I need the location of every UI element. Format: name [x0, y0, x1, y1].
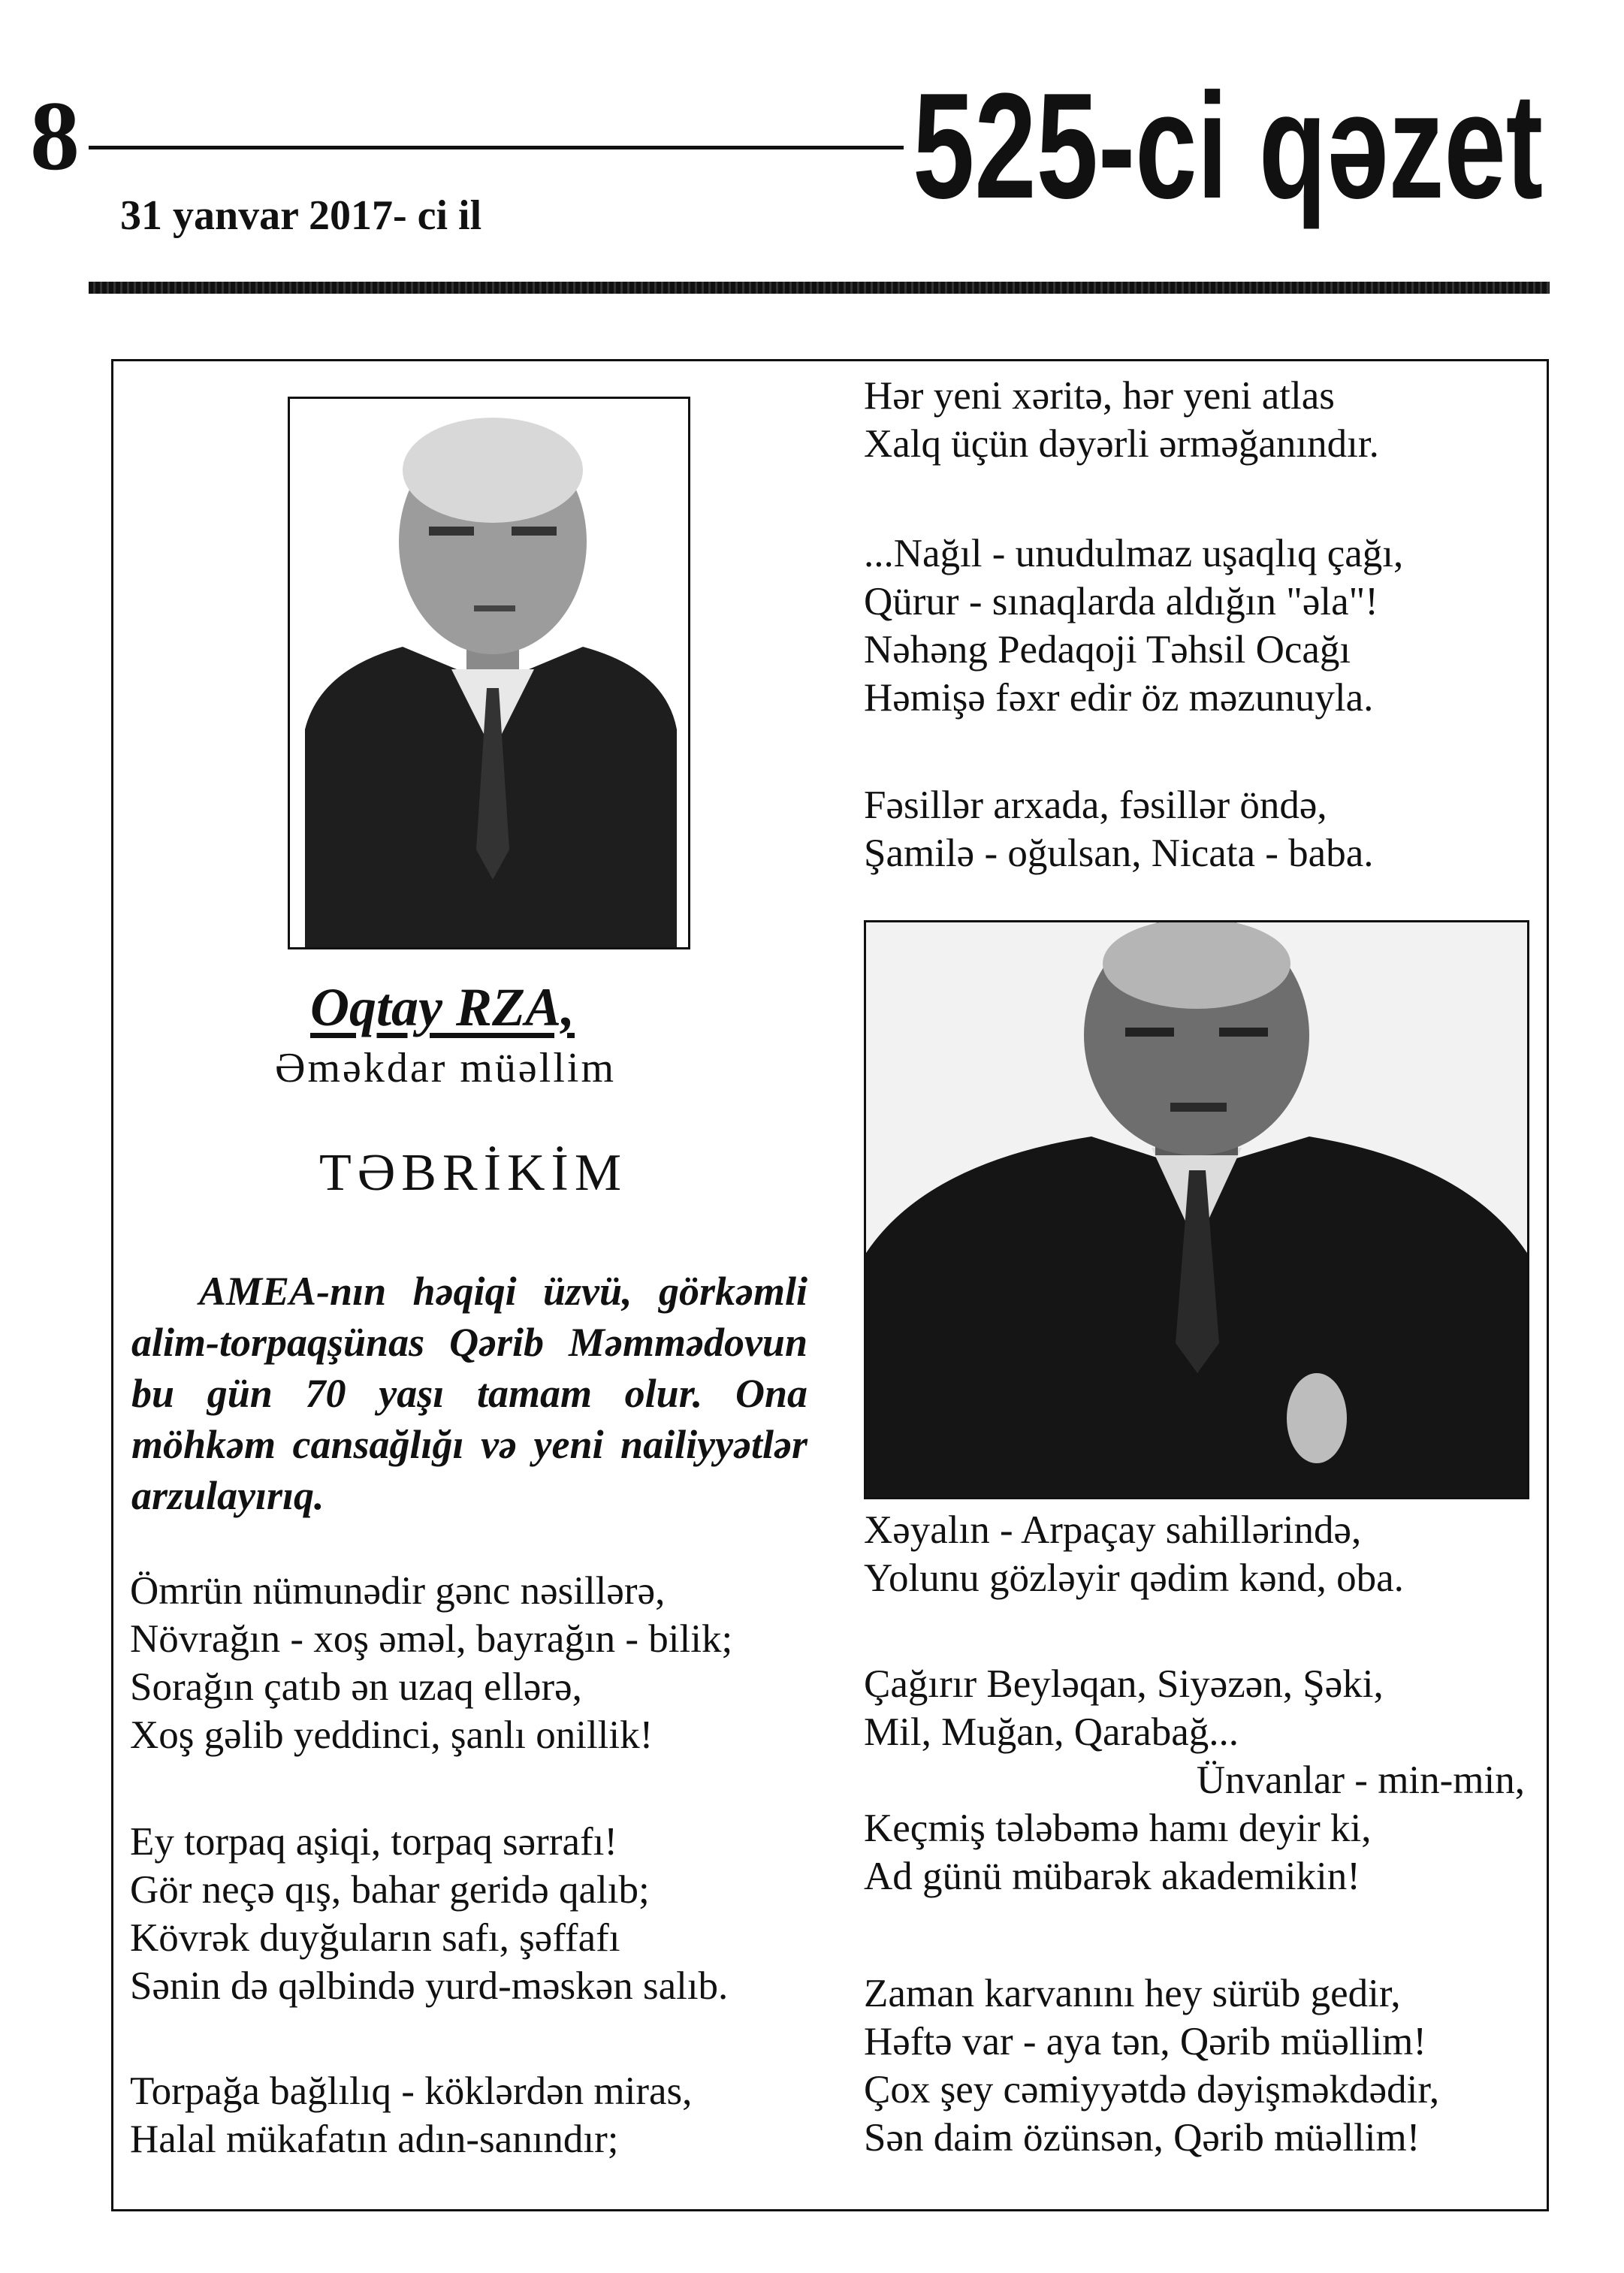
poem-line: Sən daim özünsən, Qərib müəllim!: [864, 2116, 1420, 2160]
poem-stanza-5: [864, 781, 1373, 877]
poem-line: Keçmiş tələbəmə hamı deyir ki,: [864, 1807, 1372, 1850]
poem-line: Kövrək duyğuların safı, şəffafı: [130, 1916, 620, 1960]
decorative-bar: [89, 282, 1550, 294]
poem-line: Həmişə fəxr edir öz məzunuyla.: [864, 676, 1374, 720]
poem-line: Ünvanlar - min-min,: [1196, 1758, 1525, 1802]
poem-line: ...Nağıl - unudulmaz uşaqlıq çağı,: [864, 532, 1404, 575]
poem-stanza-3: [130, 2067, 692, 2163]
poem-line: Növrağın - xoş əməl, bayrağın - bilik;: [130, 1617, 733, 1661]
poem-line: Ad günü mübarək akademikin!: [864, 1855, 1360, 1898]
poem-line: Həftə var - aya tən, Qərib müəllim!: [864, 2020, 1427, 2063]
poem-stanza-2: [130, 1818, 728, 2010]
poem-line: Ömrün nümunədir gənc nəsillərə,: [130, 1569, 666, 1613]
poem-line: Mil, Muğan, Qarabağ...: [864, 1710, 1239, 1754]
intro-paragraph: AMEA-nın həqiqi üzvü, görkəmli alim-torpaqşünas Qərib Məmmədovun bu gün 70 yaşı tamam olur. Ona möhkəm cansağlığı və yeni nailiyyətlər arzulayırıq.: [131, 1269, 807, 1518]
poem-line: Zaman karvanını hey sürüb gedir,: [864, 1972, 1401, 2015]
poem-line: Qürur - sınaqlarda aldığın "əla"!: [864, 580, 1378, 623]
poem-line: Çağırır Beyləqan, Siyəzən, Şəki,: [864, 1662, 1384, 1706]
newspaper-masthead: 525-ci qəzet: [913, 62, 1544, 230]
poem-line: Hər yeni xəritə, hər yeni atlas: [864, 374, 1335, 418]
poem-stanza-7: [864, 1660, 1525, 1900]
poem-line: Çox şey cəmiyyətdə dəyişməkdədir,: [864, 2068, 1440, 2112]
poem-line: Şamilə - oğulsan, Nicata - baba.: [864, 832, 1374, 875]
author-name: Oqtay RZA,: [310, 977, 575, 1037]
poem-stanza-1: [130, 1567, 732, 1759]
issue-date: 31 yanvar 2017- ci il: [120, 192, 482, 239]
poem-line: Gör neçə qış, bahar geridə qalıb;: [130, 1868, 650, 1912]
poem-line: Yolunu gözləyir qədim kənd, oba.: [864, 1556, 1404, 1600]
poem-line: Sorağın çatıb ən uzaq ellərə,: [130, 1665, 582, 1709]
poem-line: Fəsillər arxada, fəsillər öndə,: [864, 783, 1327, 827]
poem-line: Halal mükafatın adın-sanındır;: [130, 2118, 619, 2161]
page-number: 8: [30, 80, 80, 191]
article-heading: TƏBRİKİM: [319, 1144, 628, 1202]
poem-line: Ey torpaq aşiqi, torpaq sərrafı!: [130, 1820, 618, 1864]
poem-line: Xəyalın - Arpaçay sahillərində,: [864, 1508, 1362, 1552]
poem-line: Torpağa bağlılıq - köklərdən miras,: [130, 2069, 693, 2113]
poem-stanza-3-continued: [864, 372, 1379, 468]
academic-portrait-photo: [864, 920, 1529, 1499]
author-title: Əməkdar müəllim: [275, 1045, 617, 1091]
poem-line: Xalq üçün dəyərli ərməğanındır.: [864, 422, 1379, 466]
poem-stanza-6: [864, 1506, 1404, 1602]
poem-stanza-8: [864, 1970, 1439, 2162]
poem-line: Nəhəng Pedaqoji Təhsil Ocağı: [864, 628, 1351, 672]
header-rule: [89, 146, 904, 149]
author-portrait-photo: [288, 397, 690, 949]
poem-line: Xoş gəlib yeddinci, şanlı onillik!: [130, 1713, 654, 1757]
poem-stanza-4: [864, 530, 1403, 722]
poem-line: Sənin də qəlbində yurd-məskən salıb.: [130, 1964, 729, 2008]
